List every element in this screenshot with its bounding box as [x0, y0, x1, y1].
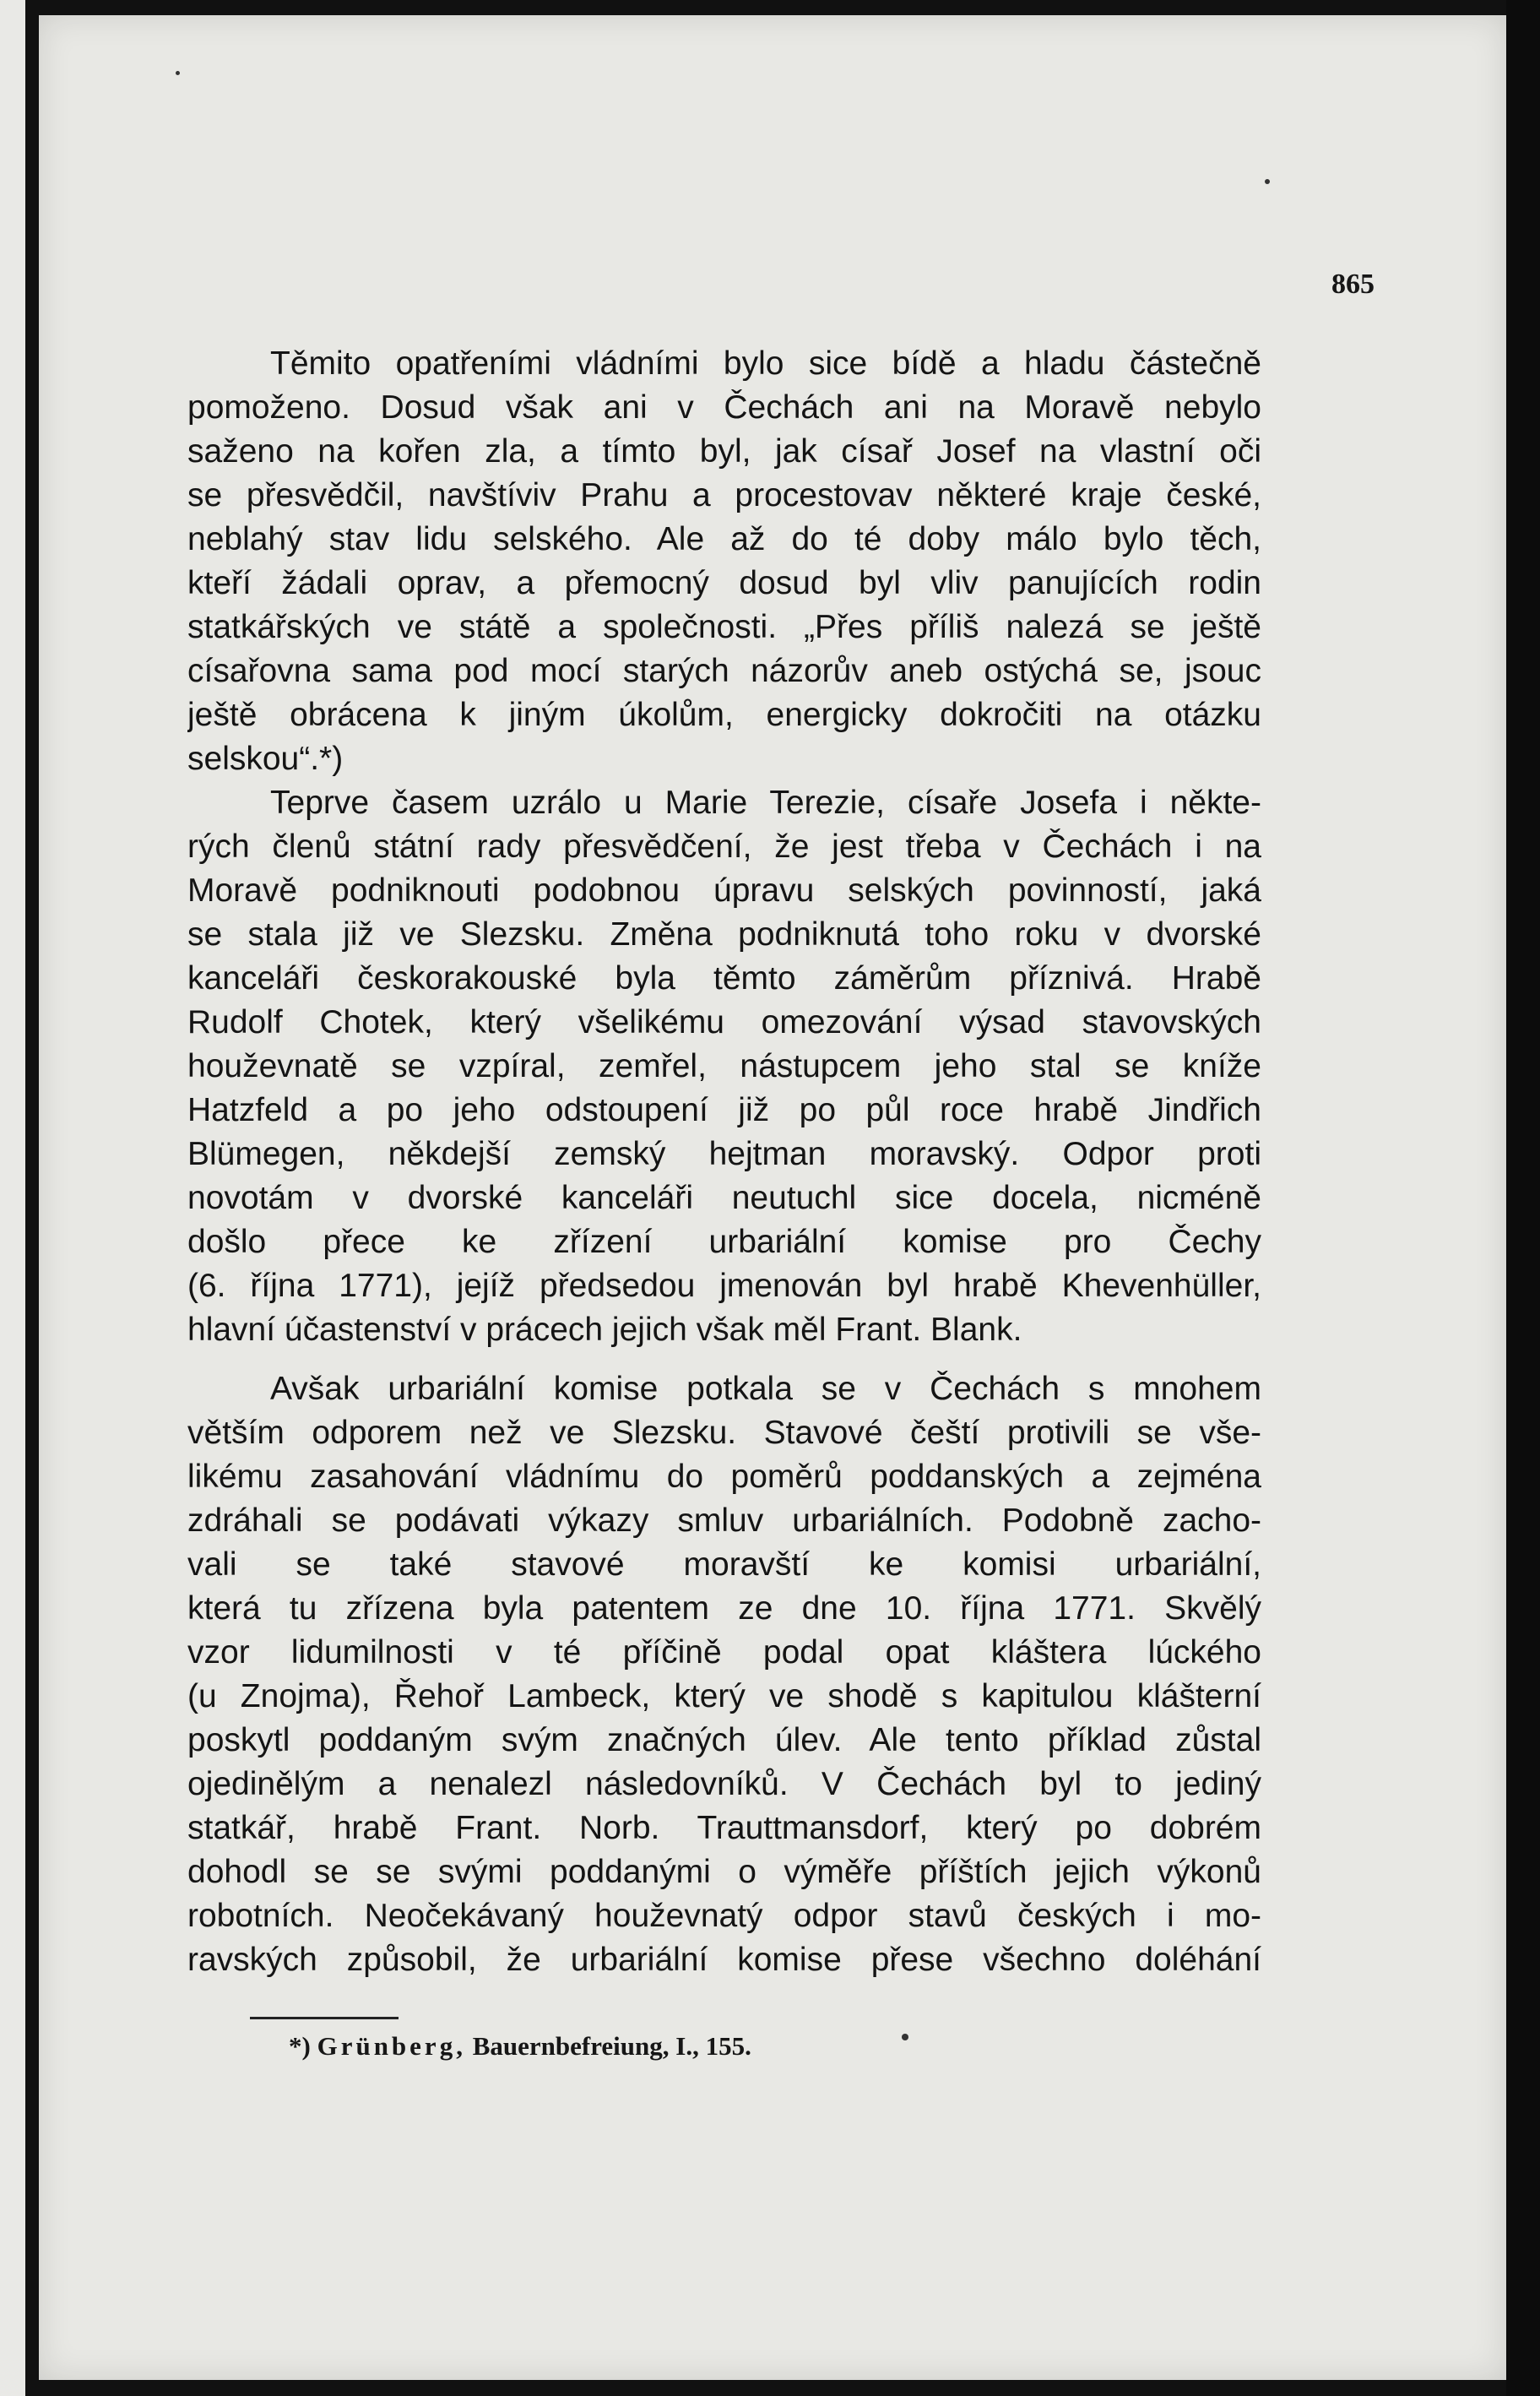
text-line: došlo přece ke zřízení urbariální komise pro Čechy: [187, 1224, 1261, 1260]
text-line: zdráhali se podávati výkazy smluv urbariálních. Podobně zacho-: [187, 1502, 1261, 1539]
paragraph: [187, 781, 1261, 1352]
footnote-marker: *): [289, 2031, 311, 2061]
facing-page-edge: [0, 0, 25, 2396]
dust-speck: [1265, 179, 1270, 184]
dust-speck: [176, 71, 180, 75]
footnote-rule: [250, 2017, 399, 2019]
paragraph-gap: [187, 1352, 1261, 1367]
text-line: saženo na kořen zla, a tímto byl, jak císař Josef na vlastní oči: [187, 433, 1261, 470]
text-line: Moravě podniknouti podobnou úpravu selských povinností, jaká: [187, 872, 1261, 909]
text-line: vzor lidumilnosti v té příčině podal opat kláštera lúckého: [187, 1634, 1261, 1671]
text-line: Avšak urbariální komise potkala se v Čechách s mnohem: [270, 1371, 1261, 1407]
text-line: selskou“.*): [187, 741, 344, 777]
text-line: dohodl se se svými poddanými o výměře příštích jejich výkonů: [187, 1854, 1261, 1890]
footnote-reference: Bauernbefreiung, I., 155.: [472, 2031, 751, 2061]
text-line: rých členů státní rady přesvědčení, že jest třeba v Čechách i na: [187, 829, 1261, 865]
text-line: se přesvědčil, navštíviv Prahu a procestovav některé kraje české,: [187, 477, 1261, 513]
text-line: ojedinělým a nenalezl následovníků. V Čechách byl to jediný: [187, 1766, 1261, 1802]
text-line: se stala již ve Slezsku. Změna podniknutá toho roku v dvorské: [187, 916, 1261, 953]
text-line: houževnatě se vzpíral, zemřel, nástupcem jeho stal se kníže: [187, 1048, 1261, 1084]
text-line: císařovna sama pod mocí starých názorův aneb ostýchá se, jsouc: [187, 653, 1261, 689]
text-line: (6. října 1771), jejíž předsedou jmenován byl hrabě Khevenhüller,: [187, 1268, 1261, 1304]
text-line: kanceláři českorakouské byla těmto záměrům příznivá. Hrabě: [187, 960, 1261, 997]
text-line: poskytl poddaným svým značných úlev. Ale tento příklad zůstal: [187, 1722, 1261, 1758]
scanner-edge: [1506, 0, 1540, 2396]
text-line: Blümegen, někdejší zemský hejtman moravský. Odpor proti: [187, 1136, 1261, 1172]
text-line: likému zasahování vládnímu do poměrů poddanských a zejména: [187, 1459, 1261, 1495]
text-line: novotám v dvorské kanceláři neutuchl sice docela, nicméně: [187, 1180, 1261, 1216]
text-line: hlavní účastenství v prácech jejich však měl Frant. Blank.: [187, 1312, 1022, 1348]
body-text: [187, 342, 1261, 1982]
text-line: statkář, hrabě Frant. Norb. Trauttmansdorf, který po dobrém: [187, 1810, 1261, 1846]
text-line: statkářských ve státě a společnosti. „Přes příliš nalezá se ještě: [187, 609, 1261, 645]
text-line: která tu zřízena byla patentem ze dne 10. října 1771. Skvělý: [187, 1590, 1261, 1627]
text-line: kteří žádali oprav, a přemocný dosud byl vliv panujících rodin: [187, 565, 1261, 601]
text-line: Hatzfeld a po jeho odstoupení již po půl roce hrabě Jindřich: [187, 1092, 1261, 1128]
text-line: robotních. Neočekávaný houževnatý odpor stavů českých i mo-: [187, 1898, 1261, 1934]
text-line: ještě obrácena k jiným úkolům, energicky dokročiti na otázku: [187, 697, 1261, 733]
text-line: Teprve časem uzrálo u Marie Terezie, císaře Josefa i někte-: [270, 785, 1261, 821]
text-line: vali se také stavové moravští ke komisi urbariální,: [187, 1546, 1261, 1583]
text-line: neblahý stav lidu selského. Ale až do té doby málo bylo těch,: [187, 521, 1261, 557]
text-line: pomoženo. Dosud však ani v Čechách ani na Moravě nebylo: [187, 389, 1261, 426]
text-line: Těmito opatřeními vládními bylo sice bídě a hladu částečně: [270, 345, 1261, 382]
paragraph: [187, 342, 1261, 781]
dust-speck: [902, 2034, 908, 2040]
page-number: 865: [1331, 269, 1375, 300]
paragraph: [187, 1367, 1261, 1982]
text-line: Rudolf Chotek, který všelikému omezování výsad stavovských: [187, 1004, 1261, 1040]
footnote-author: Grünberg,: [317, 2031, 466, 2061]
text-line: (u Znojma), Řehoř Lambeck, který ve shodě s kapitulou klášterní: [187, 1678, 1261, 1714]
text-line: větším odporem než ve Slezsku. Stavové čeští protivili se vše-: [187, 1415, 1261, 1451]
text-line: ravských způsobil, že urbariální komise přese všechno doléhání: [187, 1942, 1261, 1978]
footnote: [289, 2031, 751, 2062]
